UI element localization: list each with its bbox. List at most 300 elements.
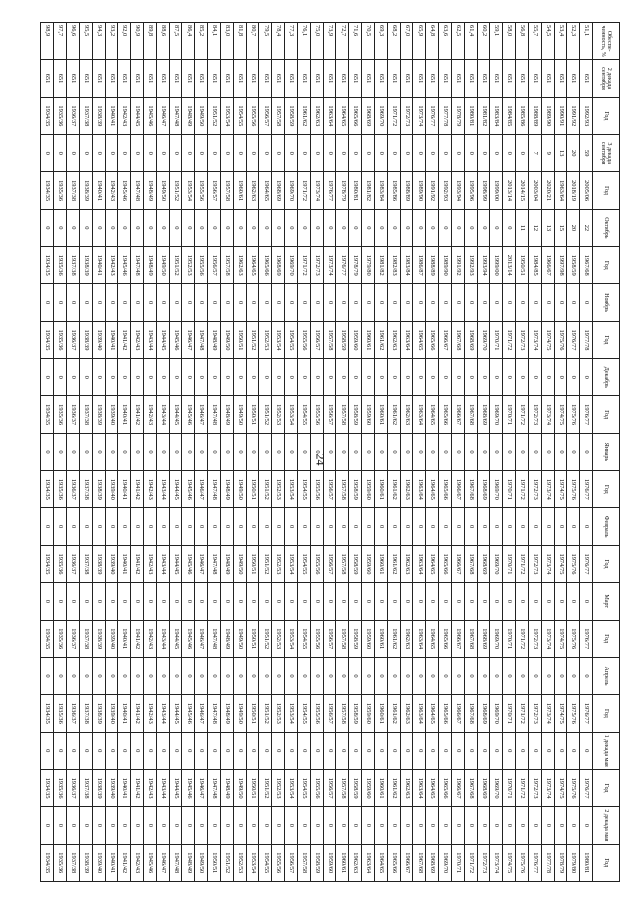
table-row (92, 23, 105, 882)
table-cell: 0 (349, 433, 362, 470)
table-cell: 0 (169, 807, 182, 844)
table-cell: 1940/41 (92, 172, 105, 209)
table-cell: 0 (246, 433, 259, 470)
table-cell: 1938/39 (79, 321, 92, 358)
table-cell: 0 (323, 508, 336, 545)
table-cell: 0 (92, 807, 105, 844)
table-cell: 0 (580, 807, 593, 844)
table-cell: 1937/38 (79, 396, 92, 433)
table-cell: 0 (477, 657, 490, 694)
table-cell: 1944/45 (156, 321, 169, 358)
table-cell: 0 (105, 657, 118, 694)
table-cell: 1959/60 (349, 321, 362, 358)
table-cell: 0 (336, 508, 349, 545)
table-cell: 651 (310, 60, 323, 97)
table-cell: 0 (297, 657, 310, 694)
table-cell: 1978/79 (554, 844, 567, 881)
table-cell: 1950/51 (233, 321, 246, 358)
table-cell: 0 (182, 508, 195, 545)
table-cell: 0 (105, 433, 118, 470)
table-cell: 0 (41, 359, 54, 396)
table-cell: 0 (323, 209, 336, 246)
table-cell: 67,0 (400, 23, 413, 60)
table-cell: 0 (477, 732, 490, 769)
table-cell: 0 (439, 284, 452, 321)
table-cell: 1954/55 (233, 97, 246, 134)
table-cell: 1958/59 (349, 545, 362, 582)
table-cell: 0 (118, 508, 131, 545)
table-cell: 1948/49 (220, 545, 233, 582)
table-cell: 1969/70 (477, 321, 490, 358)
table-cell: 1972/73 (477, 844, 490, 881)
table-cell: 1947/48 (208, 620, 221, 657)
table-cell: 0 (336, 657, 349, 694)
table-cell: 0 (297, 433, 310, 470)
table-cell: 1937/38 (79, 97, 92, 134)
table-cell: 1935/36 (54, 396, 67, 433)
table-cell: 0 (400, 732, 413, 769)
table-cell: 86,4 (182, 23, 195, 60)
table-cell: 22 (580, 209, 593, 246)
table-cell: 0 (195, 284, 208, 321)
table-cell: 0 (439, 657, 452, 694)
table-cell: 0 (246, 657, 259, 694)
table-cell: 0 (182, 135, 195, 172)
table-cell: 0 (490, 807, 503, 844)
table-cell: 0 (259, 433, 272, 470)
table-cell: 90,9 (131, 23, 144, 60)
table-cell: 0 (387, 359, 400, 396)
table-cell: 651 (516, 60, 529, 97)
table-cell: 60,2 (477, 23, 490, 60)
table-cell: 1939/40 (105, 471, 118, 508)
table-cell: 0 (182, 209, 195, 246)
table-cell: 1963/64 (413, 769, 426, 806)
table-cell: 11 (516, 209, 529, 246)
table-cell: 0 (451, 807, 464, 844)
table-cell: 1942/43 (118, 97, 131, 134)
table-cell: 1965/66 (349, 97, 362, 134)
table-cell: 0 (387, 209, 400, 246)
table-row (362, 23, 375, 882)
table-cell: 0 (503, 508, 516, 545)
table-cell: 651 (541, 60, 554, 97)
table-cell: 0 (400, 657, 413, 694)
table-cell: 0 (156, 359, 169, 396)
table-cell: 0 (41, 284, 54, 321)
table-cell: 0 (503, 135, 516, 172)
table-cell: 1970/71 (451, 844, 464, 881)
table-cell: 0 (413, 359, 426, 396)
table-cell: 58,0 (503, 23, 516, 60)
table-cell: 0 (67, 508, 80, 545)
table-cell: 76,1 (297, 23, 310, 60)
table-cell: 1955/56 (195, 172, 208, 209)
table-cell: 1949/50 (195, 97, 208, 134)
table-cell: 1940/41 (118, 471, 131, 508)
table-cell: 55,7 (528, 23, 541, 60)
table-cell: 0 (118, 433, 131, 470)
table-cell: 0 (349, 657, 362, 694)
table-cell: 1934/35 (41, 97, 54, 134)
table-cell: 0 (233, 732, 246, 769)
table-cell: 1968/69 (426, 844, 439, 881)
table-cell: 1977/78 (541, 844, 554, 881)
table-cell: 1967/68 (464, 396, 477, 433)
table-cell: 0 (208, 433, 221, 470)
table-cell: 0 (374, 433, 387, 470)
table-cell: 0 (67, 657, 80, 694)
table-cell: 0 (144, 508, 157, 545)
table-cell: 1956/57 (310, 321, 323, 358)
table-cell: 1970/71 (503, 471, 516, 508)
table-cell: 0 (323, 732, 336, 769)
table-cell: 1976/77 (323, 172, 336, 209)
table-cell: 0 (349, 284, 362, 321)
table-cell: 0 (336, 209, 349, 246)
table-cell: 1958/59 (349, 396, 362, 433)
table-cell: 1991/92 (451, 247, 464, 284)
table-cell: 1947/48 (208, 471, 221, 508)
table-cell: 1962/63 (310, 97, 323, 134)
table-cell: 0 (387, 284, 400, 321)
table-cell: 0 (464, 359, 477, 396)
table-cell: 1946/47 (195, 620, 208, 657)
table-cell: 1957/58 (336, 769, 349, 806)
table-cell: 0 (580, 284, 593, 321)
table-cell: 0 (464, 508, 477, 545)
table-cell: 1946/47 (195, 471, 208, 508)
table-cell: 0 (374, 209, 387, 246)
table-cell: 1964/65 (374, 844, 387, 881)
table-cell: 1948/49 (220, 620, 233, 657)
table-cell: 1972/73 (528, 396, 541, 433)
table-cell: 1934/35 (41, 769, 54, 806)
table-cell: 651 (336, 60, 349, 97)
table-cell: 0 (477, 583, 490, 620)
table-row (144, 23, 157, 882)
table-cell: 0 (118, 284, 131, 321)
column-header: Год (593, 321, 620, 358)
table-cell: 1953/54 (272, 321, 285, 358)
table-cell: 1965/66 (439, 620, 452, 657)
table-cell: 1935/36 (54, 844, 67, 881)
table-cell: 0 (272, 135, 285, 172)
table-cell: 0 (503, 732, 516, 769)
table-cell: 0 (92, 359, 105, 396)
table-cell: 0 (259, 508, 272, 545)
table-cell: 1936/37 (67, 695, 80, 732)
table-cell: 651 (246, 60, 259, 97)
table-cell: 1962/63 (233, 247, 246, 284)
table-cell: 0 (580, 433, 593, 470)
table-cell: 651 (233, 60, 246, 97)
table-cell: 1971/72 (516, 695, 529, 732)
table-cell: 0 (105, 508, 118, 545)
table-row (323, 23, 336, 882)
table-cell: 0 (54, 732, 67, 769)
table-cell: 1985/86 (516, 97, 529, 134)
table-cell: 651 (131, 60, 144, 97)
table-cell: 0 (297, 359, 310, 396)
table-cell: 0 (208, 657, 221, 694)
table-cell: 0 (169, 135, 182, 172)
table-cell: 651 (285, 60, 298, 97)
table-cell: 0 (67, 732, 80, 769)
table-cell: 1967/68 (464, 620, 477, 657)
table-cell: 1961/62 (387, 545, 400, 582)
table-cell: 1975/76 (567, 545, 580, 582)
table-cell: 1974/75 (554, 396, 567, 433)
column-header: Год (593, 97, 620, 134)
table-cell: 79,5 (259, 23, 272, 60)
table-cell: 1969/70 (285, 172, 298, 209)
table-row (400, 23, 413, 882)
table-cell: 0 (413, 209, 426, 246)
table-cell: 1999/00 (490, 172, 503, 209)
table-cell: 71,6 (349, 23, 362, 60)
table-cell: 0 (105, 359, 118, 396)
table-cell: 1973/74 (323, 247, 336, 284)
table-cell: 1946/47 (182, 321, 195, 358)
table-cell: 0 (156, 135, 169, 172)
table-cell: 651 (79, 60, 92, 97)
table-cell: 0 (156, 583, 169, 620)
table-cell: 0 (567, 583, 580, 620)
column-header: Год (593, 769, 620, 806)
table-cell: 0 (118, 135, 131, 172)
table-cell: 1944/45 (169, 769, 182, 806)
table-cell: 1981/82 (477, 97, 490, 134)
table-cell: 0 (41, 807, 54, 844)
table-cell: 1949/50 (233, 620, 246, 657)
table-cell: 1935/36 (54, 769, 67, 806)
table-cell: 1980/81 (349, 172, 362, 209)
table-cell: 0 (92, 508, 105, 545)
table-cell: 0 (490, 732, 503, 769)
table-cell: 0 (195, 135, 208, 172)
table-cell: 1956/57 (323, 396, 336, 433)
table-cell: 0 (79, 657, 92, 694)
table-cell: 651 (362, 60, 375, 97)
table-cell: 0 (233, 284, 246, 321)
table-cell: 1983/84 (400, 247, 413, 284)
table-cell: 1964/65 (259, 172, 272, 209)
table-cell: 0 (490, 508, 503, 545)
table-cell: 1976/77 (580, 545, 593, 582)
table-cell: 0 (374, 583, 387, 620)
table-cell: 651 (169, 60, 182, 97)
table-cell: 651 (67, 60, 80, 97)
table-cell: 1942/43 (131, 321, 144, 358)
table-cell: 0 (336, 732, 349, 769)
table-cell: 20 (567, 209, 580, 246)
table-cell: 1947/48 (131, 247, 144, 284)
table-row (413, 23, 426, 882)
table-cell: 0 (41, 209, 54, 246)
table-cell: 1962/63 (387, 321, 400, 358)
table-cell: 1944/45 (169, 396, 182, 433)
table-cell: 0 (220, 284, 233, 321)
table-row (182, 23, 195, 882)
table-cell: 1943/44 (156, 545, 169, 582)
table-cell: 1971/72 (516, 769, 529, 806)
table-cell: 1960/61 (374, 695, 387, 732)
table-cell: 0 (413, 807, 426, 844)
column-header: Апрель (593, 657, 620, 694)
table-cell: 1961/62 (387, 471, 400, 508)
table-cell: 1956/57 (323, 545, 336, 582)
table-row (246, 23, 259, 882)
table-cell: 0 (374, 508, 387, 545)
table-cell: 1965/66 (439, 396, 452, 433)
table-row (490, 23, 503, 882)
table-cell: 1962/63 (400, 396, 413, 433)
table-cell: 0 (144, 732, 157, 769)
table-cell: 1937/38 (67, 172, 80, 209)
table-cell: 0 (285, 433, 298, 470)
table-cell: 0 (554, 284, 567, 321)
table-cell: 0 (67, 583, 80, 620)
table-cell: 0 (156, 284, 169, 321)
table-cell: 0 (118, 583, 131, 620)
table-cell: 1954/55 (297, 545, 310, 582)
table-cell: 1980/81 (464, 97, 477, 134)
table-cell: 0 (349, 807, 362, 844)
table-cell: 1960/61 (374, 620, 387, 657)
table-cell: 1959/60 (362, 396, 375, 433)
table-cell: 651 (156, 60, 169, 97)
table-cell: 651 (439, 60, 452, 97)
table-cell: 53,4 (554, 23, 567, 60)
table-cell: 0 (451, 359, 464, 396)
table-cell: 1934/35 (41, 396, 54, 433)
table-cell: 0 (400, 135, 413, 172)
table-cell: 1936/37 (67, 769, 80, 806)
table-cell: 1965/66 (439, 545, 452, 582)
table-cell: 1941/42 (131, 620, 144, 657)
table-cell: 0 (464, 284, 477, 321)
table-cell: 0 (220, 433, 233, 470)
table-cell: 0 (79, 359, 92, 396)
table-cell: 1971/72 (464, 844, 477, 881)
table-cell: 1936/37 (67, 545, 80, 582)
table-cell: 0 (362, 209, 375, 246)
table-cell: 651 (477, 60, 490, 97)
table-cell: 0 (323, 807, 336, 844)
table-cell: 68,2 (387, 23, 400, 60)
table-cell: 0 (464, 807, 477, 844)
table-cell: 1959/60 (362, 620, 375, 657)
table-cell: 0 (362, 135, 375, 172)
table-cell: 0 (131, 209, 144, 246)
table-cell: 2005/06 (580, 172, 593, 209)
table-row (451, 23, 464, 882)
table-cell: 0 (169, 732, 182, 769)
table-cell: 1949/50 (233, 769, 246, 806)
table-cell: 0 (528, 359, 541, 396)
table-cell: 0 (451, 433, 464, 470)
table-cell: 0 (464, 583, 477, 620)
table-cell: 1972/73 (516, 321, 529, 358)
table-cell: 0 (310, 284, 323, 321)
table-cell: 0 (182, 284, 195, 321)
table-cell: 72,7 (336, 23, 349, 60)
table-cell: 1939/40 (105, 396, 118, 433)
table-cell: 0 (541, 359, 554, 396)
table-cell: 1962/63 (400, 471, 413, 508)
table-cell: 0 (516, 807, 529, 844)
table-cell: 1953/54 (285, 695, 298, 732)
table-cell: 1947/48 (208, 545, 221, 582)
table-cell: 0 (144, 583, 157, 620)
table-row (387, 23, 400, 882)
table-row (41, 23, 54, 882)
table-cell: 1974/75 (503, 844, 516, 881)
table-cell: 0 (516, 732, 529, 769)
table-cell: 1946/47 (195, 545, 208, 582)
table-cell: 1938/39 (92, 695, 105, 732)
table-cell: 1934/35 (41, 247, 54, 284)
table-cell: 1939/40 (92, 321, 105, 358)
table-cell: 2013/14 (503, 172, 516, 209)
table-cell: 0 (285, 359, 298, 396)
table-cell: 1945/46 (144, 97, 157, 134)
column-header: Март (593, 583, 620, 620)
table-cell: 1960/61 (233, 172, 246, 209)
table-cell: 0 (413, 135, 426, 172)
table-cell: 0 (246, 807, 259, 844)
table-cell: 0 (541, 508, 554, 545)
table-cell: 1993/94 (477, 247, 490, 284)
table-cell: 1943/44 (156, 471, 169, 508)
table-cell: 1951/52 (246, 321, 259, 358)
table-cell: 1952/53 (272, 396, 285, 433)
table-cell: 0 (131, 583, 144, 620)
table-cell: 651 (118, 60, 131, 97)
table-cell: 1972/73 (310, 247, 323, 284)
table-cell: 1942/43 (144, 545, 157, 582)
table-cell: 92,0 (118, 23, 131, 60)
table-cell: 0 (144, 807, 157, 844)
table-cell: 0 (67, 359, 80, 396)
table-cell: 0 (105, 209, 118, 246)
table-cell: 1962/63 (400, 620, 413, 657)
table-cell: 1964/65 (336, 97, 349, 134)
table-cell: 0 (195, 433, 208, 470)
table-cell: 1976/77 (580, 396, 593, 433)
table-cell: 0 (259, 284, 272, 321)
table-cell: 0 (92, 657, 105, 694)
table-cell: 1938/39 (79, 172, 92, 209)
table-cell: 0 (54, 433, 67, 470)
table-cell: 0 (477, 284, 490, 321)
table-cell: 0 (131, 284, 144, 321)
table-cell: 1934/35 (41, 844, 54, 881)
table-cell: 1952/53 (272, 695, 285, 732)
table-cell: 651 (41, 60, 54, 97)
table-cell: 0 (400, 508, 413, 545)
table-cell: 1957/58 (220, 172, 233, 209)
table-cell: 0 (285, 657, 298, 694)
table-cell: 1940/41 (105, 321, 118, 358)
table-cell: 1963/64 (400, 321, 413, 358)
table-cell: 0 (246, 583, 259, 620)
table-cell: 1972/73 (528, 695, 541, 732)
table-cell: 54,5 (541, 23, 554, 60)
table-cell: 1949/50 (233, 396, 246, 433)
table-cell: 1964/65 (426, 695, 439, 732)
